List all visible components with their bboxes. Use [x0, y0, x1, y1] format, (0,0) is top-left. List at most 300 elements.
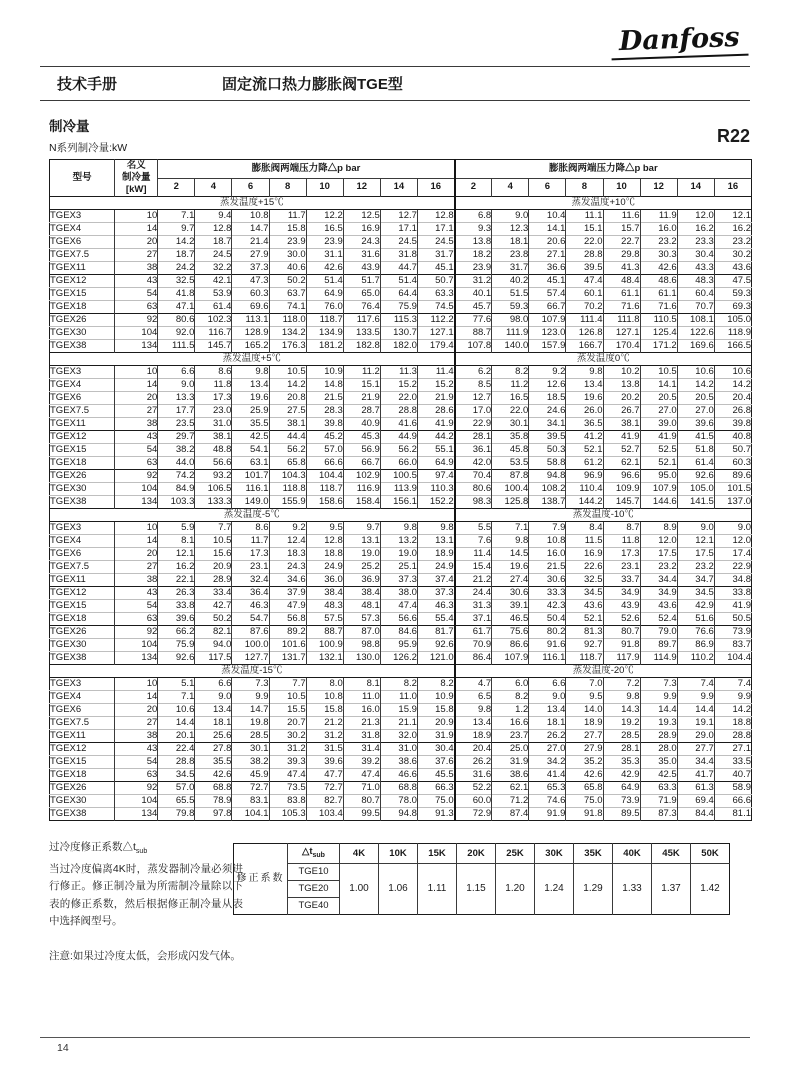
capacity-cell: 22.7 — [603, 236, 640, 249]
capacity-cell: 74.6 — [529, 795, 566, 808]
capacity-cell: 24.5 — [417, 236, 454, 249]
capacity-row — [50, 756, 752, 769]
pressure-col-header: 16 — [714, 178, 751, 197]
capacity-cell: 24.6 — [529, 405, 566, 418]
capacity-cell: 7.4 — [714, 678, 751, 691]
capacity-cell: 89.6 — [714, 470, 751, 483]
k-col-header: 40K — [613, 844, 652, 864]
capacity-cell: 20.7 — [269, 717, 306, 730]
capacity-row — [50, 405, 752, 418]
capacity-cell: 70.7 — [677, 301, 714, 314]
capacity-cell: 17.7 — [158, 405, 195, 418]
capacity-cell: 27.1 — [714, 743, 751, 756]
capacity-cell: 29.0 — [677, 730, 714, 743]
capacity-cell: 16.0 — [343, 704, 380, 717]
capacity-table — [49, 159, 752, 821]
capacity-cell: 27.5 — [269, 405, 306, 418]
capacity-cell: 72.9 — [455, 808, 492, 821]
nominal-capacity-cell: 134 — [115, 652, 158, 665]
capacity-cell: 34.9 — [640, 587, 677, 600]
capacity-cell: 10.2 — [603, 366, 640, 379]
capacity-cell: 18.5 — [529, 392, 566, 405]
capacity-cell: 8.2 — [492, 366, 529, 379]
nominal-capacity-cell: 134 — [115, 808, 158, 821]
capacity-cell: 24.4 — [455, 587, 492, 600]
capacity-cell: 10.5 — [269, 366, 306, 379]
capacity-cell: 8.5 — [455, 379, 492, 392]
capacity-cell: 92.6 — [677, 470, 714, 483]
capacity-cell: 56.2 — [269, 444, 306, 457]
capacity-cell: 39.5 — [529, 431, 566, 444]
capacity-cell: 37.9 — [269, 587, 306, 600]
capacity-cell: 87.8 — [492, 470, 529, 483]
model-cell: TGEX38 — [50, 340, 115, 353]
temp-section-label: 蒸发温度+5℃ — [50, 353, 455, 366]
capacity-cell: 26.0 — [566, 405, 603, 418]
capacity-cell: 116.1 — [529, 652, 566, 665]
capacity-cell: 19.8 — [232, 717, 269, 730]
capacity-cell: 17.5 — [677, 548, 714, 561]
capacity-cell: 28.9 — [640, 730, 677, 743]
capacity-cell: 51.7 — [343, 275, 380, 288]
danfoss-logo: Danfoss — [611, 22, 749, 61]
capacity-cell: 70.2 — [566, 301, 603, 314]
capacity-cell: 9.8 — [380, 522, 417, 535]
capacity-cell: 61.4 — [677, 457, 714, 470]
subcooling-notes — [49, 839, 243, 965]
capacity-cell: 50.7 — [417, 275, 454, 288]
capacity-cell: 21.5 — [529, 561, 566, 574]
capacity-row — [50, 327, 752, 340]
nominal-capacity-cell: 63 — [115, 457, 158, 470]
capacity-row — [50, 600, 752, 613]
capacity-cell: 68.8 — [380, 782, 417, 795]
capacity-cell: 17.1 — [417, 223, 454, 236]
capacity-cell: 25.6 — [195, 730, 232, 743]
capacity-cell: 18.7 — [195, 236, 232, 249]
capacity-cell: 23.8 — [492, 249, 529, 262]
section-title: 制冷量 — [49, 119, 90, 134]
capacity-cell: 91.8 — [603, 639, 640, 652]
capacity-cell: 126.2 — [380, 652, 417, 665]
nominal-capacity-cell: 92 — [115, 314, 158, 327]
capacity-row — [50, 626, 752, 639]
capacity-cell: 11.8 — [195, 379, 232, 392]
capacity-cell: 9.7 — [158, 223, 195, 236]
nominal-capacity-cell: 27 — [115, 717, 158, 730]
capacity-cell: 10.5 — [640, 366, 677, 379]
capacity-cell: 66.3 — [417, 782, 454, 795]
capacity-cell: 9.2 — [269, 522, 306, 535]
capacity-row — [50, 808, 752, 821]
correction-value-cell: 1.11 — [418, 863, 457, 914]
capacity-cell: 15.1 — [343, 379, 380, 392]
capacity-cell: 16.5 — [306, 223, 343, 236]
capacity-cell: 92.7 — [566, 639, 603, 652]
capacity-cell: 86.9 — [677, 639, 714, 652]
capacity-cell: 152.2 — [417, 496, 454, 509]
capacity-cell: 63.3 — [417, 288, 454, 301]
capacity-cell: 31.7 — [417, 249, 454, 262]
k-col-header: 10K — [379, 844, 418, 864]
capacity-cell: 132.1 — [306, 652, 343, 665]
model-cell: TGEX3 — [50, 366, 115, 379]
capacity-cell: 10.4 — [529, 210, 566, 223]
capacity-cell: 8.7 — [603, 522, 640, 535]
pressure-drop-header: 膨胀阀两端压力降△p bar — [158, 160, 455, 179]
capacity-cell: 106.5 — [195, 483, 232, 496]
capacity-cell: 37.6 — [417, 756, 454, 769]
capacity-cell: 42.5 — [232, 431, 269, 444]
capacity-cell: 56.9 — [343, 444, 380, 457]
capacity-cell: 24.5 — [195, 249, 232, 262]
capacity-row — [50, 704, 752, 717]
capacity-cell: 38.1 — [269, 418, 306, 431]
capacity-cell: 137.0 — [714, 496, 751, 509]
capacity-cell: 33.4 — [195, 587, 232, 600]
capacity-cell: 73.5 — [269, 782, 306, 795]
capacity-cell: 66.2 — [158, 626, 195, 639]
capacity-cell: 28.8 — [158, 756, 195, 769]
capacity-cell: 34.6 — [269, 574, 306, 587]
capacity-cell: 57.0 — [306, 444, 343, 457]
temp-section-label: 蒸发温度+10℃ — [455, 197, 752, 210]
capacity-cell: 94.8 — [529, 470, 566, 483]
capacity-cell: 9.3 — [455, 223, 492, 236]
capacity-cell: 34.1 — [529, 418, 566, 431]
capacity-cell: 118.9 — [714, 327, 751, 340]
capacity-cell: 80.7 — [603, 626, 640, 639]
capacity-cell: 9.8 — [566, 366, 603, 379]
capacity-cell: 13.1 — [343, 535, 380, 548]
capacity-cell: 20.8 — [269, 392, 306, 405]
capacity-cell: 5.1 — [158, 678, 195, 691]
capacity-cell: 133.5 — [343, 327, 380, 340]
model-cell: TGEX4 — [50, 691, 115, 704]
nominal-capacity-cell: 20 — [115, 704, 158, 717]
capacity-cell: 15.6 — [195, 548, 232, 561]
capacity-cell: 35.5 — [232, 418, 269, 431]
capacity-cell: 9.8 — [455, 704, 492, 717]
capacity-cell: 69.4 — [677, 795, 714, 808]
capacity-cell: 181.2 — [306, 340, 343, 353]
notes-caution: 注意:如果过冷度太低，会形成闪发气体。 — [49, 949, 241, 962]
correction-value-cell: 1.15 — [457, 863, 496, 914]
capacity-cell: 35.3 — [603, 756, 640, 769]
capacity-cell: 44.9 — [380, 431, 417, 444]
capacity-cell: 48.8 — [195, 444, 232, 457]
model-cell: TGEX18 — [50, 301, 115, 314]
capacity-cell: 33.7 — [603, 574, 640, 587]
capacity-cell: 83.7 — [714, 639, 751, 652]
model-cell: TGEX11 — [50, 262, 115, 275]
capacity-cell: 111.9 — [492, 327, 529, 340]
capacity-cell: 13.4 — [529, 704, 566, 717]
capacity-cell: 81.1 — [714, 808, 751, 821]
capacity-cell: 80.2 — [529, 626, 566, 639]
nominal-capacity-cell: 63 — [115, 613, 158, 626]
capacity-cell: 8.2 — [380, 678, 417, 691]
capacity-cell: 101.6 — [269, 639, 306, 652]
capacity-cell: 87.0 — [343, 626, 380, 639]
capacity-row — [50, 639, 752, 652]
capacity-cell: 26.2 — [529, 730, 566, 743]
capacity-cell: 98.3 — [455, 496, 492, 509]
capacity-cell: 60.4 — [677, 288, 714, 301]
capacity-cell: 7.1 — [158, 691, 195, 704]
capacity-cell: 56.6 — [380, 613, 417, 626]
capacity-cell: 16.0 — [640, 223, 677, 236]
capacity-cell: 9.8 — [492, 535, 529, 548]
capacity-cell: 46.6 — [380, 769, 417, 782]
capacity-cell: 98.0 — [492, 314, 529, 327]
capacity-cell: 10.5 — [269, 691, 306, 704]
nominal-capacity-cell: 20 — [115, 548, 158, 561]
capacity-cell: 23.9 — [269, 236, 306, 249]
capacity-cell: 52.1 — [566, 613, 603, 626]
capacity-cell: 32.2 — [195, 262, 232, 275]
capacity-cell: 40.7 — [714, 769, 751, 782]
capacity-cell: 40.9 — [343, 418, 380, 431]
capacity-cell: 66.7 — [529, 301, 566, 314]
capacity-cell: 70.9 — [455, 639, 492, 652]
capacity-cell: 20.4 — [714, 392, 751, 405]
capacity-row — [50, 678, 752, 691]
nominal-capacity-cell: 10 — [115, 522, 158, 535]
capacity-cell: 11.5 — [566, 535, 603, 548]
capacity-cell: 30.3 — [640, 249, 677, 262]
nominal-capacity-cell: 27 — [115, 249, 158, 262]
capacity-cell: 33.8 — [714, 587, 751, 600]
capacity-cell: 110.4 — [566, 483, 603, 496]
capacity-row — [50, 431, 752, 444]
capacity-cell: 30.4 — [677, 249, 714, 262]
pressure-col-header: 4 — [492, 178, 529, 197]
capacity-cell: 37.3 — [232, 262, 269, 275]
capacity-cell: 22.9 — [714, 561, 751, 574]
capacity-cell: 21.2 — [455, 574, 492, 587]
capacity-row — [50, 782, 752, 795]
capacity-cell: 36.0 — [306, 574, 343, 587]
page-number: 14 — [57, 1042, 69, 1054]
capacity-cell: 116.7 — [195, 327, 232, 340]
capacity-cell: 101.5 — [714, 483, 751, 496]
nominal-capacity-cell: 54 — [115, 444, 158, 457]
capacity-cell: 19.3 — [640, 717, 677, 730]
pressure-col-header: 2 — [455, 178, 492, 197]
model-cell: TGEX12 — [50, 587, 115, 600]
capacity-cell: 45.9 — [232, 769, 269, 782]
capacity-cell: 14.3 — [603, 704, 640, 717]
nominal-capacity-cell: 104 — [115, 483, 158, 496]
capacity-cell: 13.1 — [417, 535, 454, 548]
capacity-cell: 89.5 — [603, 808, 640, 821]
capacity-cell: 9.8 — [603, 691, 640, 704]
capacity-cell: 44.2 — [417, 431, 454, 444]
capacity-cell: 33.8 — [158, 600, 195, 613]
capacity-cell: 9.4 — [195, 210, 232, 223]
nominal-capacity-cell: 38 — [115, 574, 158, 587]
capacity-cell: 65.8 — [269, 457, 306, 470]
capacity-cell: 40.2 — [492, 275, 529, 288]
capacity-cell: 39.0 — [640, 418, 677, 431]
capacity-cell: 51.4 — [380, 275, 417, 288]
capacity-cell: 100.9 — [306, 639, 343, 652]
capacity-cell: 52.4 — [640, 613, 677, 626]
capacity-cell: 100.4 — [492, 483, 529, 496]
model-cell: TGEX15 — [50, 600, 115, 613]
correction-value-cell: 1.29 — [574, 863, 613, 914]
capacity-cell: 22.0 — [380, 392, 417, 405]
capacity-cell: 176.3 — [269, 340, 306, 353]
capacity-cell: 80.6 — [158, 314, 195, 327]
capacity-cell: 64.9 — [417, 457, 454, 470]
capacity-row — [50, 249, 752, 262]
capacity-cell: 54.7 — [232, 613, 269, 626]
capacity-cell: 7.1 — [158, 210, 195, 223]
capacity-cell: 43.9 — [343, 262, 380, 275]
model-cell: TGEX3 — [50, 678, 115, 691]
capacity-cell: 41.8 — [158, 288, 195, 301]
capacity-cell: 9.2 — [529, 366, 566, 379]
model-cell: TGEX7.5 — [50, 249, 115, 262]
capacity-cell: 63.7 — [269, 288, 306, 301]
capacity-cell: 108.2 — [529, 483, 566, 496]
capacity-cell: 107.9 — [640, 483, 677, 496]
capacity-cell: 1.2 — [492, 704, 529, 717]
nominal-capacity-cell: 134 — [115, 340, 158, 353]
capacity-cell: 29.8 — [603, 249, 640, 262]
capacity-cell: 18.2 — [455, 249, 492, 262]
capacity-cell: 68.8 — [195, 782, 232, 795]
capacity-cell: 52.5 — [640, 444, 677, 457]
capacity-cell: 30.6 — [492, 587, 529, 600]
capacity-cell: 22.1 — [158, 574, 195, 587]
capacity-cell: 34.5 — [158, 769, 195, 782]
capacity-cell: 25.2 — [343, 561, 380, 574]
capacity-cell: 117.9 — [603, 652, 640, 665]
capacity-cell: 31.0 — [380, 743, 417, 756]
pressure-col-header: 10 — [306, 178, 343, 197]
nominal-capacity-cell: 14 — [115, 691, 158, 704]
capacity-cell: 27.9 — [566, 743, 603, 756]
capacity-cell: 11.0 — [380, 691, 417, 704]
capacity-cell: 110.5 — [640, 314, 677, 327]
capacity-cell: 38.6 — [492, 769, 529, 782]
capacity-row — [50, 366, 752, 379]
capacity-cell: 36.1 — [455, 444, 492, 457]
capacity-cell: 39.1 — [492, 600, 529, 613]
capacity-cell: 66.6 — [306, 457, 343, 470]
model-cell: TGEX38 — [50, 496, 115, 509]
capacity-cell: 30.2 — [269, 730, 306, 743]
capacity-cell: 58.9 — [714, 782, 751, 795]
model-cell: TGEX30 — [50, 639, 115, 652]
capacity-cell: 46.3 — [417, 600, 454, 613]
capacity-cell: 13.8 — [603, 379, 640, 392]
model-cell: TGEX30 — [50, 483, 115, 496]
capacity-cell: 118.7 — [566, 652, 603, 665]
capacity-cell: 28.8 — [380, 405, 417, 418]
capacity-cell: 91.9 — [529, 808, 566, 821]
k-col-header: 30K — [535, 844, 574, 864]
capacity-cell: 34.5 — [677, 587, 714, 600]
capacity-cell: 19.0 — [380, 548, 417, 561]
capacity-cell: 111.8 — [603, 314, 640, 327]
capacity-row — [50, 795, 752, 808]
capacity-cell: 31.9 — [492, 756, 529, 769]
capacity-cell: 5.9 — [158, 522, 195, 535]
capacity-cell: 75.9 — [158, 639, 195, 652]
capacity-cell: 8.9 — [640, 522, 677, 535]
capacity-cell: 37.1 — [455, 613, 492, 626]
capacity-cell: 11.4 — [455, 548, 492, 561]
capacity-cell: 76.6 — [677, 626, 714, 639]
capacity-cell: 46.3 — [232, 600, 269, 613]
header-rule-top — [40, 66, 750, 67]
capacity-cell: 88.7 — [455, 327, 492, 340]
nominal-capacity-cell: 10 — [115, 366, 158, 379]
capacity-cell: 14.2 — [158, 236, 195, 249]
capacity-cell: 12.8 — [417, 210, 454, 223]
correction-value-cell: 1.00 — [340, 863, 379, 914]
capacity-cell: 47.4 — [343, 769, 380, 782]
capacity-cell: 42.5 — [640, 769, 677, 782]
capacity-cell: 127.7 — [232, 652, 269, 665]
temp-section-label: 蒸发温度0℃ — [455, 353, 752, 366]
capacity-cell: 26.8 — [714, 405, 751, 418]
capacity-cell: 98.8 — [343, 639, 380, 652]
capacity-cell: 95.9 — [380, 639, 417, 652]
capacity-cell: 87.4 — [492, 808, 529, 821]
capacity-cell: 61.7 — [455, 626, 492, 639]
capacity-cell: 102.3 — [195, 314, 232, 327]
capacity-row — [50, 262, 752, 275]
capacity-cell: 9.8 — [232, 366, 269, 379]
nominal-capacity-cell: 38 — [115, 418, 158, 431]
capacity-cell: 8.0 — [306, 678, 343, 691]
capacity-cell: 23.5 — [158, 418, 195, 431]
capacity-cell: 27.1 — [529, 249, 566, 262]
capacity-cell: 8.2 — [492, 691, 529, 704]
capacity-cell: 30.4 — [417, 743, 454, 756]
capacity-cell: 20.5 — [677, 392, 714, 405]
capacity-cell: 94.0 — [195, 639, 232, 652]
capacity-cell: 110.2 — [677, 652, 714, 665]
capacity-cell: 21.1 — [380, 717, 417, 730]
capacity-cell: 76.0 — [306, 301, 343, 314]
capacity-cell: 23.0 — [195, 405, 232, 418]
capacity-cell: 131.7 — [269, 652, 306, 665]
capacity-cell: 165.2 — [232, 340, 269, 353]
capacity-cell: 13.4 — [455, 717, 492, 730]
capacity-cell: 94.8 — [380, 808, 417, 821]
capacity-row — [50, 717, 752, 730]
capacity-cell: 17.4 — [714, 548, 751, 561]
capacity-row — [50, 457, 752, 470]
capacity-cell: 20.9 — [417, 717, 454, 730]
capacity-cell: 22.0 — [566, 236, 603, 249]
capacity-cell: 40.1 — [455, 288, 492, 301]
capacity-cell: 108.1 — [677, 314, 714, 327]
correction-value-cell: 1.24 — [535, 863, 574, 914]
capacity-cell: 122.6 — [677, 327, 714, 340]
capacity-cell: 15.5 — [269, 704, 306, 717]
pressure-col-header: 6 — [232, 178, 269, 197]
capacity-cell: 105.3 — [269, 808, 306, 821]
capacity-row — [50, 288, 752, 301]
capacity-cell: 27.7 — [677, 743, 714, 756]
